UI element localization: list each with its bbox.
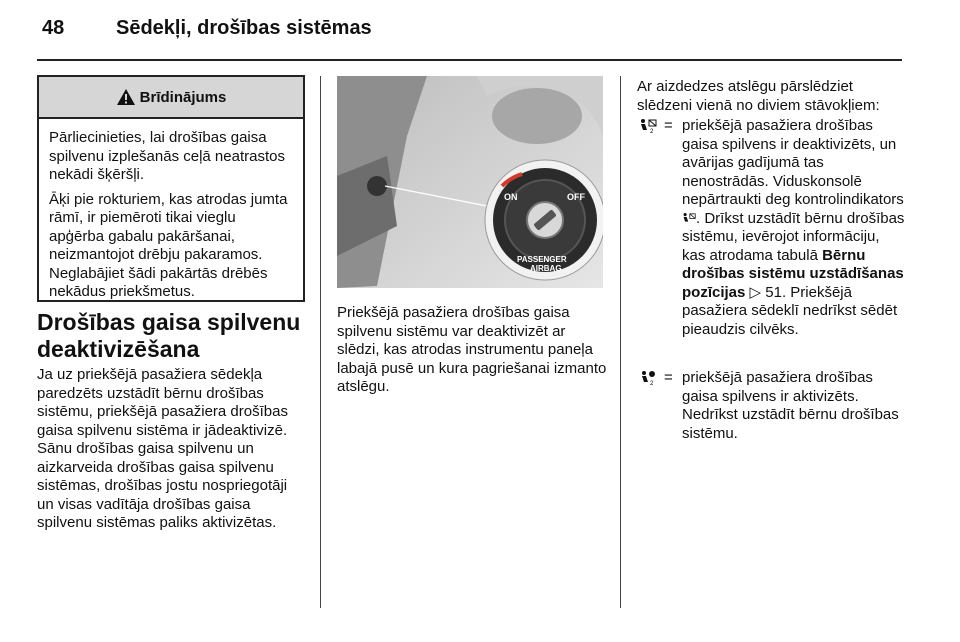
definition-airbag-on: [637, 369, 907, 443]
definition-airbag-off: 2 = priekšējā pasažiera drošības gaisa spilvens ir deaktivizēts, un avārijas gadījumā tas nenostrādās. Viduskonsolē nepārtraukti deg kontrolindikators . Drīkst uzstādīt bērnu drošības sistēmu, ievērojot informāciju, kas atrodama tabulā Bērnu drošības sistēmu uzstādīšanas pozīcijas ▷ 51. Priekšējā pasažiera sēdeklī nedrīkst sēdēt pieaudzis cilvēks.: [637, 117, 907, 339]
page-ref-arrow-icon: ▷: [749, 283, 762, 301]
off-text-1: priekšējā pasažiera drošības gaisa spilvens ir deaktivizēts, un avārijas gadījumā tas nenostrādās. Viduskonsolē nepārtraukti deg kontrolindikators: [682, 117, 904, 208]
page-reference: 51: [765, 283, 782, 301]
warning-box: [37, 75, 305, 302]
airbag-switch-photo: [337, 76, 603, 288]
intro-text: Ar aizdedzes atslēgu pārslēdziet slēdzeni vienā no diviem stāvokļiem:: [637, 78, 880, 114]
airbag-on-icon: [637, 370, 659, 386]
switch-label-off: OFF: [567, 192, 585, 202]
section-body: Ja uz priekšējā pasažiera sēdekļa paredzēts uzstādīt bērnu drošības sistēmu, priekšējā pasažiera drošības gaisa spilvenu sistēma ir jādeaktivizē. Sānu drošības gaisa spilvenu un aizkarveida drošības gaisa spilvenu sistēmas, drošības jostu nospriegotāji un visas vadītāja drošības gaisa spilvenu sistēmas paliks aktivizētas.: [37, 366, 288, 531]
table-reference: Bērnu drošības sistēmu uzstādīšanas pozīcijas: [682, 246, 904, 301]
switch-label-on: ON: [504, 192, 518, 202]
figure-caption: Priekšējā pasažiera drošības gaisa spilvenu sistēmu var deaktivizēt ar slēdzi, kas atrodas instrumentu paneļa labajā pusē un kura pagriešanai izmanto atslēgu.: [337, 304, 607, 395]
svg-text:2: 2: [650, 381, 654, 386]
header-rule: [37, 59, 902, 61]
column-divider: [320, 76, 321, 608]
page-title: Sēdekļi, drošības sistēmas: [116, 17, 372, 39]
warning-title: Brīdinājums: [139, 88, 227, 106]
equals-sign: =: [664, 117, 673, 134]
switch-label-airbag: AIRBAG: [530, 264, 562, 273]
warning-header: [39, 77, 303, 119]
on-text: priekšējā pasažiera drošības gaisa spilvens ir aktivizēts. Nedrīkst uzstādīt bērnu drošības sistēmu.: [682, 369, 899, 442]
svg-text:2: 2: [650, 129, 654, 134]
warning-paragraph: Āķi pie rokturiem, kas atrodas jumta rāmī, ir piemēroti tikai vieglu apģērba gabalu pakāršanai, neizmantojot drēbju pakaramos. Neglabājiet šādi pakārtās drēbēs nekādus priekšmetus.: [49, 190, 288, 300]
airbag-off-icon: [637, 118, 659, 134]
warning-triangle-icon: [116, 88, 136, 106]
switch-label-passenger: PASSENGER: [517, 255, 567, 264]
off-text-3: Priekšējā pasažiera sēdeklī nedrīkst sēdēt pieaudzis cilvēks.: [682, 283, 898, 338]
page-number: 48: [42, 17, 65, 39]
section-heading: Drošības gaisa spilvenu deaktivizēšana: [37, 309, 301, 362]
column-divider: [620, 76, 621, 608]
airbag-off-icon: [682, 212, 696, 225]
off-text-2: . Drīkst uzstādīt bērnu drošības sistēmu, ievērojot informāciju, kas atrodama tabulā: [682, 209, 905, 264]
equals-sign: =: [664, 369, 673, 386]
warning-paragraph: Pārliecinieties, lai drošības gaisa spilvenu izplešanās ceļā neatrastos nekādi šķēršļi.: [49, 129, 285, 183]
